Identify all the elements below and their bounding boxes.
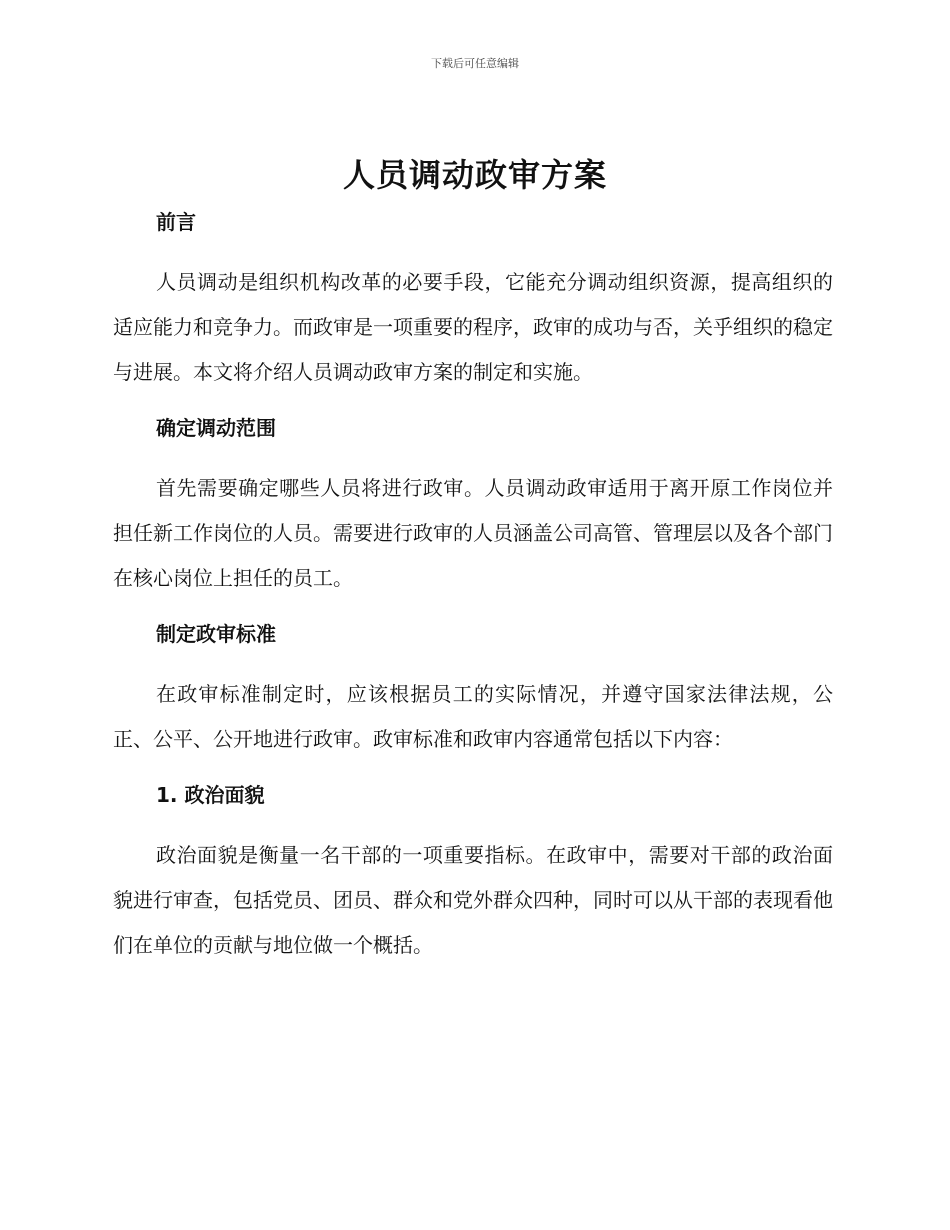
- section-paragraph: 在政审标准制定时，应该根据员工的实际情况，并遵守国家法律法规，公正、公平、公开地进行政审。政审标准和政审内容通常包括以下内容：: [113, 682, 833, 751]
- document-title: 人员调动政审方案: [342, 156, 607, 194]
- section-political-status: [113, 781, 833, 968]
- section-heading: 前言: [156, 210, 196, 234]
- section-preface: [113, 208, 833, 414]
- section-standards: [113, 620, 833, 781]
- section-scope: [113, 414, 833, 620]
- header-note: 下载后可任意编辑: [431, 57, 519, 70]
- section-paragraph: 首先需要确定哪些人员将进行政审。人员调动政审适用于离开原工作岗位并担任新工作岗位的人员。需要进行政审的人员涵盖公司高管、管理层以及各个部门在核心岗位上担任的员工。: [113, 476, 833, 590]
- section-paragraph: 政治面貌是衡量一名干部的一项重要指标。在政审中，需要对干部的政治面貌进行审查，包括党员、团员、群众和党外群众四种，同时可以从干部的表现看他们在单位的贡献与地位做一个概括。: [113, 843, 833, 957]
- document-body: [113, 208, 833, 968]
- section-heading: 1. 政治面貌: [156, 783, 265, 807]
- section-heading: 制定政审标准: [156, 622, 276, 646]
- section-heading: 确定调动范围: [156, 416, 276, 440]
- section-paragraph: 人员调动是组织机构改革的必要手段，它能充分调动组织资源，提高组织的适应能力和竞争力。而政审是一项重要的程序，政审的成功与否，关乎组织的稳定与进展。本文将介绍人员调动政审方案的制定和实施。: [113, 270, 833, 384]
